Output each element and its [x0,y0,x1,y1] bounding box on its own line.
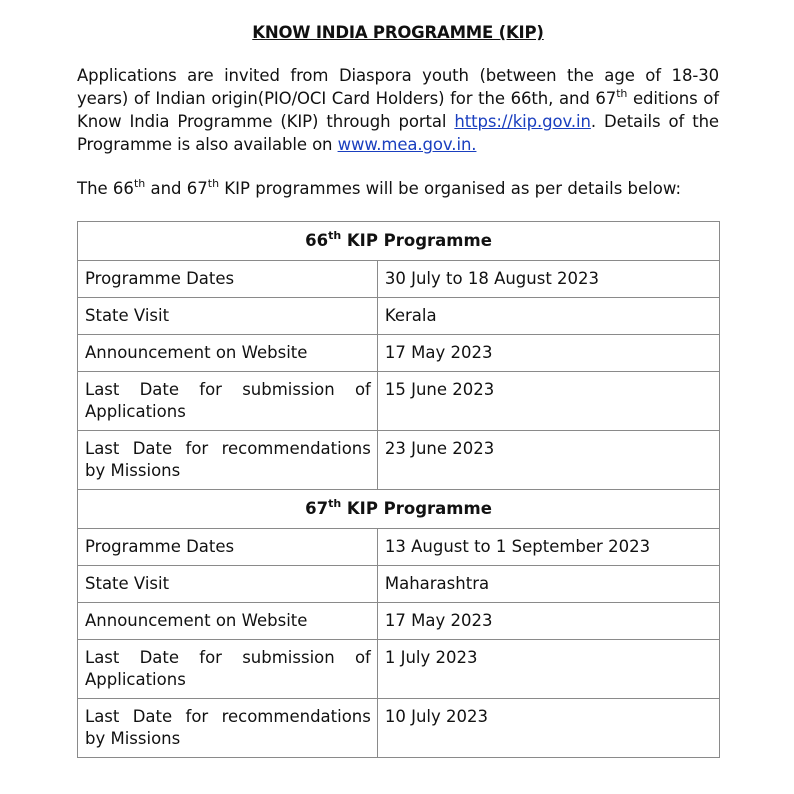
row-label: State Visit [78,298,378,335]
schedule-intro [77,177,719,200]
section-header-66 [78,222,720,261]
row-label: Programme Dates [78,529,378,566]
section-header-67 [78,490,720,529]
row-label: State Visit [78,566,378,603]
intro-text-c: KIP programmes will be organised as per details below: [219,179,682,198]
table-row [78,699,720,758]
table-row [78,261,720,298]
section-sup: th [328,228,342,242]
table-row [78,431,720,490]
intro-paragraph [77,64,719,156]
table-row [78,640,720,699]
table-row [78,372,720,431]
row-label: Last Date for submission of Applications [78,372,378,431]
intro-sup-b: th [207,176,220,190]
row-label: Announcement on Website [78,603,378,640]
row-value: 13 August to 1 September 2023 [377,529,719,566]
row-value: Kerala [377,298,719,335]
paragraph-superscript: th [616,86,628,100]
row-value: Maharashtra [377,566,719,603]
programme-schedule-table [77,221,720,758]
document-page [77,0,719,758]
row-label: Programme Dates [78,261,378,298]
table-row [78,298,720,335]
row-value: 10 July 2023 [377,699,719,758]
intro-sup-a: th [133,176,146,190]
section-header-row [78,490,720,529]
table-row [78,603,720,640]
table-row [78,529,720,566]
section-number: 67 [305,499,329,518]
section-title: KIP Programme [341,499,492,518]
row-label: Announcement on Website [78,335,378,372]
table-row [78,566,720,603]
document-title: KNOW INDIA PROGRAMME (KIP) [252,23,544,42]
row-label: Last Date for submission of Applications [78,640,378,699]
section-number: 66 [305,231,329,250]
row-value: 17 May 2023 [377,335,719,372]
intro-text-a: The 66 [77,179,134,198]
paragraph-text-1: Applications are invited from Diaspora youth (between the age of 18-30 years) of Indian origin(PIO/OCI Card Holders) for the 66th, and 67 [77,66,719,108]
row-value: 17 May 2023 [377,603,719,640]
table-row [78,335,720,372]
section-sup: th [328,496,342,510]
section-header-row [78,222,720,261]
row-value: 23 June 2023 [377,431,719,490]
row-value: 15 June 2023 [377,372,719,431]
row-label: Last Date for recommendations by Missions [78,699,378,758]
row-value: 1 July 2023 [377,640,719,699]
row-value: 30 July to 18 August 2023 [377,261,719,298]
section-title: KIP Programme [341,231,492,250]
kip-portal-link[interactable]: https://kip.gov.in [454,112,591,131]
intro-text-b: and 67 [145,179,208,198]
row-label: Last Date for recommendations by Missions [78,431,378,490]
mea-website-link[interactable]: www.mea.gov.in. [337,135,477,154]
paragraph-text-2: editions of Know India Programme (KIP) through portal [77,89,719,131]
paragraph-text-3: . Details of the Programme is also available on [77,112,719,154]
